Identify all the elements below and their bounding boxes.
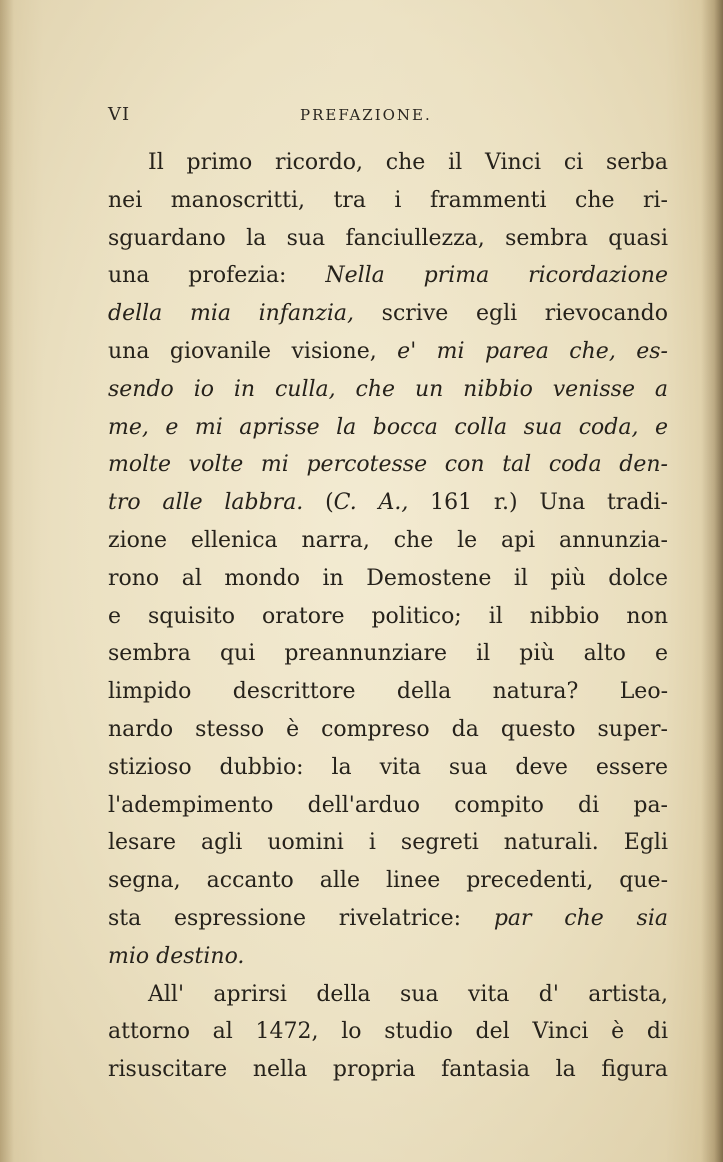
text-line xyxy=(108,484,668,522)
text-line: rono al mondo in Demostene il più dolce xyxy=(108,565,668,591)
italic-quote: par che sia xyxy=(493,905,668,931)
running-title: PREFAZIONE. xyxy=(300,106,432,124)
text-segment: una giovanile visione, xyxy=(108,338,398,364)
text-segment: sta espressione rivelatrice: xyxy=(108,905,494,931)
italic-quote-line: me, e mi aprisse la bocca colla sua coda, e xyxy=(108,414,668,440)
text-line: All' aprirsi della sua vita d' artista, xyxy=(148,981,668,1007)
text-segment: ( xyxy=(303,490,334,516)
citation-source: C. A., xyxy=(333,490,409,516)
text-line: sguardano la sua fanciullezza, sembra quasi xyxy=(108,225,668,251)
italic-quote-line: sendo io in culla, che un nibbio venisse a xyxy=(108,376,668,402)
text-line: stizioso dubbio: la vita sua deve essere xyxy=(108,754,668,780)
text-line: attorno al 1472, lo studio del Vinci è di xyxy=(108,1019,668,1045)
page-number: VI xyxy=(108,104,131,125)
text-line: nei manoscritti, tra i frammenti che ri- xyxy=(108,187,668,213)
text-line: zione ellenica narra, che le api annunzia- xyxy=(108,527,668,553)
text-segment: una profezia: xyxy=(108,263,326,289)
text-line: sembra qui preannunziare il più alto e xyxy=(108,641,668,667)
text-line: risuscitare nella propria fantasia la figura xyxy=(108,1057,668,1083)
text-line xyxy=(108,900,668,938)
text-line: limpido descrittore della natura? Leo- xyxy=(108,679,668,705)
italic-quote: Nella prima ricordazione xyxy=(325,263,668,289)
text-line: l'adempimento dell'arduo compito di pa- xyxy=(108,792,668,818)
italic-quote-line: mio destino. xyxy=(108,943,245,969)
text-line xyxy=(108,295,668,333)
italic-quote: tro alle labbra. xyxy=(108,490,304,516)
text-line: segna, accanto alle linee precedenti, que- xyxy=(108,868,668,894)
text-line xyxy=(108,257,668,295)
text-line: Il primo ricordo, che il Vinci ci serba xyxy=(148,150,668,175)
text-line: lesare agli uomini i segreti naturali. Egli xyxy=(108,830,668,856)
italic-quote-line: molte volte mi percotesse con tal coda den- xyxy=(108,452,668,478)
text-line: nardo stesso è compreso da questo super- xyxy=(108,716,668,742)
italic-quote: e' mi parea che, es- xyxy=(397,338,668,364)
italic-quote: della mia infanzia, xyxy=(108,301,355,327)
text-segment: 161 r.) Una tradi- xyxy=(408,490,668,516)
text-line: e squisito oratore politico; il nibbio non xyxy=(108,603,668,629)
text-segment: scrive egli rievocando xyxy=(354,301,668,327)
text-line xyxy=(108,333,668,371)
body-text xyxy=(108,144,668,1089)
running-header xyxy=(108,104,668,128)
